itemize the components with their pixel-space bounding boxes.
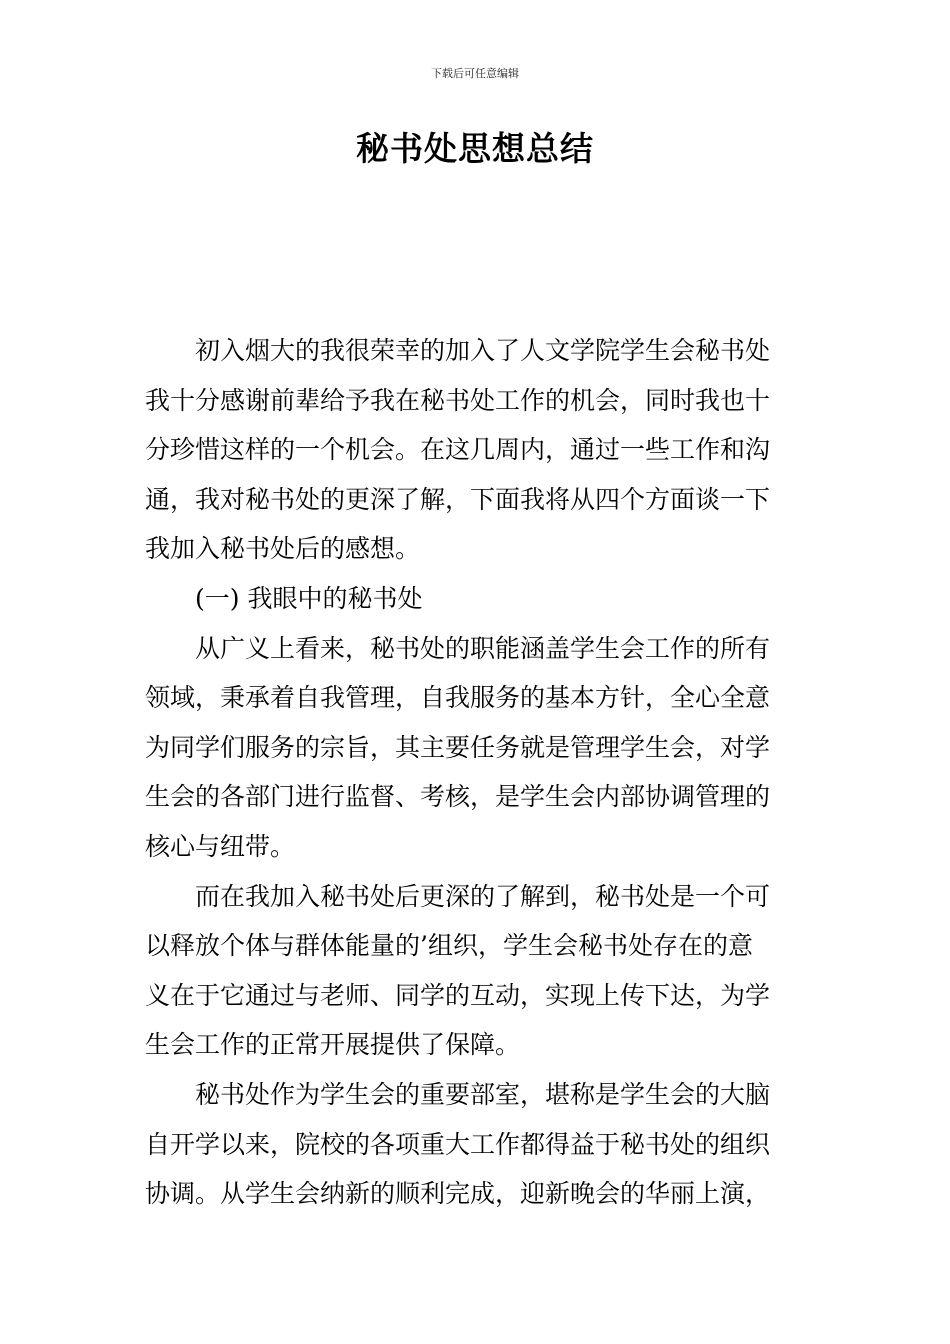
document-title: 秘书处思想总结 (356, 129, 594, 168)
document-body (145, 326, 807, 1219)
body-line: 生会的各部门进行监督、考核，是学生会内部协调管理的 (145, 782, 771, 812)
body-line: 我十分感谢前辈给予我在秘书处工作的机会，同时我也十 (145, 385, 771, 415)
body-line: 协调。从学生会纳新的顺利完成，迎新晚会的华丽上演， (145, 1179, 771, 1209)
body-line: 从广义上看来，秘书处的职能涵盖学生会工作的所有 (195, 633, 771, 663)
body-line: 通，我对秘书处的更深了解，下面我将从四个方面谈一下 (145, 484, 771, 514)
body-line: 领域，秉承着自我管理，自我服务的基本方针，全心全意 (145, 683, 771, 713)
body-line: 秘书处作为学生会的重要部室，堪称是学生会的大脑 (195, 1079, 771, 1109)
body-line: 自开学以来，院校的各项重大工作都得益于秘书处的组织 (145, 1129, 771, 1159)
body-line: 以释放个体与群体能量的’组织，学生会秘书处存在的意 (145, 931, 753, 961)
body-line: 生会工作的正常开展提供了保障。 (145, 1030, 521, 1060)
body-line: 为同学们服务的宗旨，其主要任务就是管理学生会，对学 (145, 732, 771, 762)
header-note: 下载后可任意编辑 (431, 67, 519, 80)
body-line: 核心与纽带。 (145, 831, 296, 861)
body-line: 而在我加入秘书处后更深的了解到，秘书处是一个可 (195, 881, 771, 911)
body-line: 我加入秘书处后的感想。 (145, 534, 421, 564)
body-line: (一) 我眼中的秘书处 (195, 583, 423, 613)
body-line: 分珍惜这样的一个机会。在这几周内，通过一些工作和沟 (145, 435, 771, 465)
body-line: 义在于它通过与老师、同学的互动，实现上传下达，为学 (145, 980, 771, 1010)
body-line: 初入烟大的我很荣幸的加入了人文学院学生会秘书处 (195, 336, 771, 365)
